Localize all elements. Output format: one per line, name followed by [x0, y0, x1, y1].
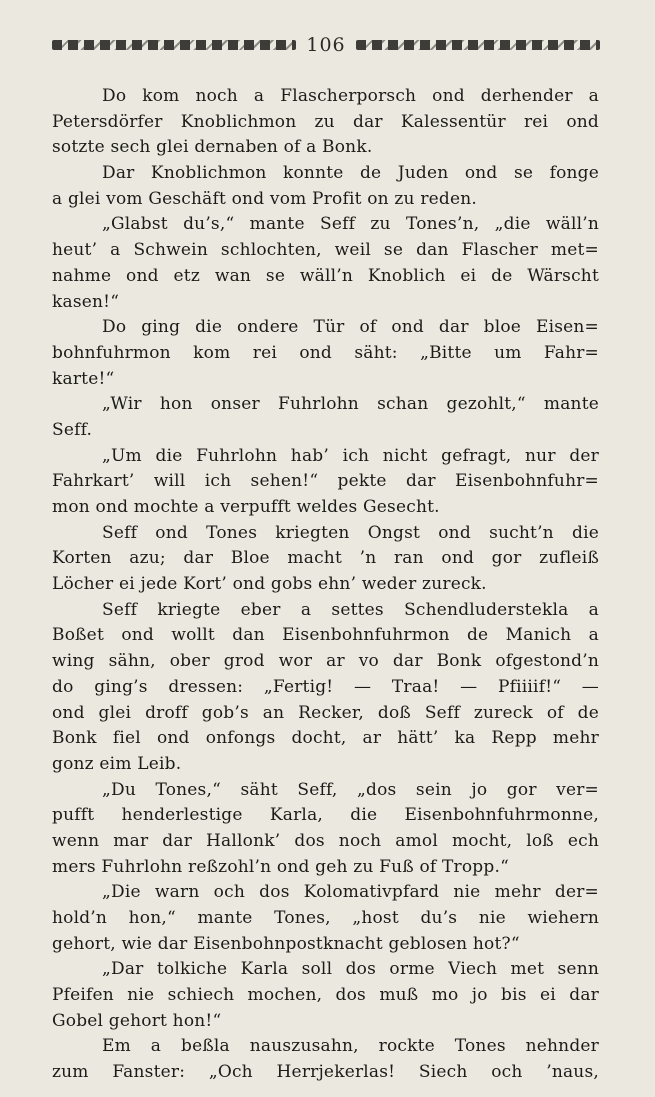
text-line: zum Fanster: „Och Herrjekerlas! Siech och ’naus,: [52, 1062, 599, 1083]
text-line: „Die warn och dos Kolomativpfard nie mehr der=: [102, 882, 599, 903]
text-line: Pfeifen nie schiech mochen, dos muß mo jo bis ei dar: [52, 985, 599, 1006]
text-line: Seff ond Tones kriegten Ongst ond sucht’n die: [102, 522, 599, 543]
text-line: gonz eim Leib.: [52, 753, 182, 774]
text-line: wing sähn, ober grod wor ar vo dar Bonk ofgestond’n: [52, 651, 599, 672]
text-line: hold’n hon,“ mante Tones, „host du’s nie wiehern: [52, 908, 599, 928]
text-line: heut’ a Schwein schlochten, weil se dan Flascher met=: [52, 240, 599, 261]
text-line: Do kom noch a Flascherporsch ond derhender a: [102, 86, 599, 106]
text-line: Dar Knoblichmon konnte de Juden ond se fonge: [102, 163, 599, 184]
page-number: 106: [306, 34, 346, 56]
text-line: „Du Tones,“ säht Seff, „dos sein jo gor ver=: [102, 779, 599, 800]
text-line: mon ond mochte a verpufft weldes Gesecht.: [52, 497, 440, 517]
text-line: „Um die Fuhrlohn hab’ ich nicht gefragt, nur der: [102, 445, 599, 466]
text-line: pufft henderlestige Karla, die Eisenbohnfuhrmonne,: [52, 805, 599, 826]
text-line: karte!“: [52, 368, 115, 389]
text-line: „Glabst du’s,“ mante Seff zu Tones’n, „die wäll’n: [102, 214, 599, 235]
text-line: „Dar tolkiche Karla soll dos orme Viech met senn: [102, 959, 599, 980]
body-text: [52, 84, 599, 1086]
text-line: ond glei droff gob’s an Recker, doß Seff zureck of de: [52, 702, 599, 723]
decorative-border-left-icon: [52, 40, 296, 50]
text-line: mers Fuhrlohn reßzohl’n ond geh zu Fuß of Tropp.“: [52, 856, 509, 877]
text-line: Fahrkart’ will ich sehen!“ pekte dar Eisenbohnfuhr=: [52, 471, 599, 492]
text-line: Petersdörfer Knoblichmon zu dar Kalessentür rei ond: [52, 111, 599, 132]
text-line: wenn mar dar Hallonk’ dos noch amol mocht, loß ech: [52, 830, 599, 851]
text-line: Seff kriegte eber a settes Schendluderstekla a: [102, 599, 599, 620]
text-line: nahme ond etz wan se wäll’n Knoblich ei de Wärscht: [52, 265, 599, 286]
text-line: Löcher ei jede Kort’ ond gobs ehn’ weder zureck.: [52, 574, 487, 595]
text-line: „Wir hon onser Fuhrlohn schan gezohlt,“ mante: [102, 394, 599, 415]
text-line: Do ging die ondere Tür of ond dar bloe Eisen=: [102, 317, 599, 338]
text-line: do ging’s dressen: „Fertig! — Traa! — Pfiiiif!“ —: [52, 676, 599, 697]
text-line: Korten azu; dar Bloe macht ’n ran ond gor zufleiß: [52, 548, 599, 569]
text-line: Seff.: [52, 419, 93, 440]
text-line: gehort, wie dar Eisenbohnpostknacht geblosen hot?“: [52, 933, 520, 954]
text-line: a glei vom Geschäft ond vom Profit on zu reden.: [52, 188, 477, 209]
text-line: sotzte sech glei dernaben of a Bonk.: [52, 137, 373, 158]
text-line: kasen!“: [52, 291, 120, 312]
text-line: Em a beßla nauszusahn, rockte Tones nehnder: [102, 1036, 599, 1057]
text-line: Boßet ond wollt dan Eisenbohnfuhrmon de Manich a: [52, 625, 599, 646]
text-line: bohnfuhrmon kom rei ond säht: „Bitte um Fahr=: [52, 342, 599, 363]
text-line: Bonk fiel ond onfongs docht, ar hätt’ ka Repp mehr: [52, 728, 599, 749]
page-header: [52, 30, 600, 60]
decorative-border-right-icon: [356, 40, 600, 50]
text-line: Gobel gehort hon!“: [52, 1010, 222, 1031]
